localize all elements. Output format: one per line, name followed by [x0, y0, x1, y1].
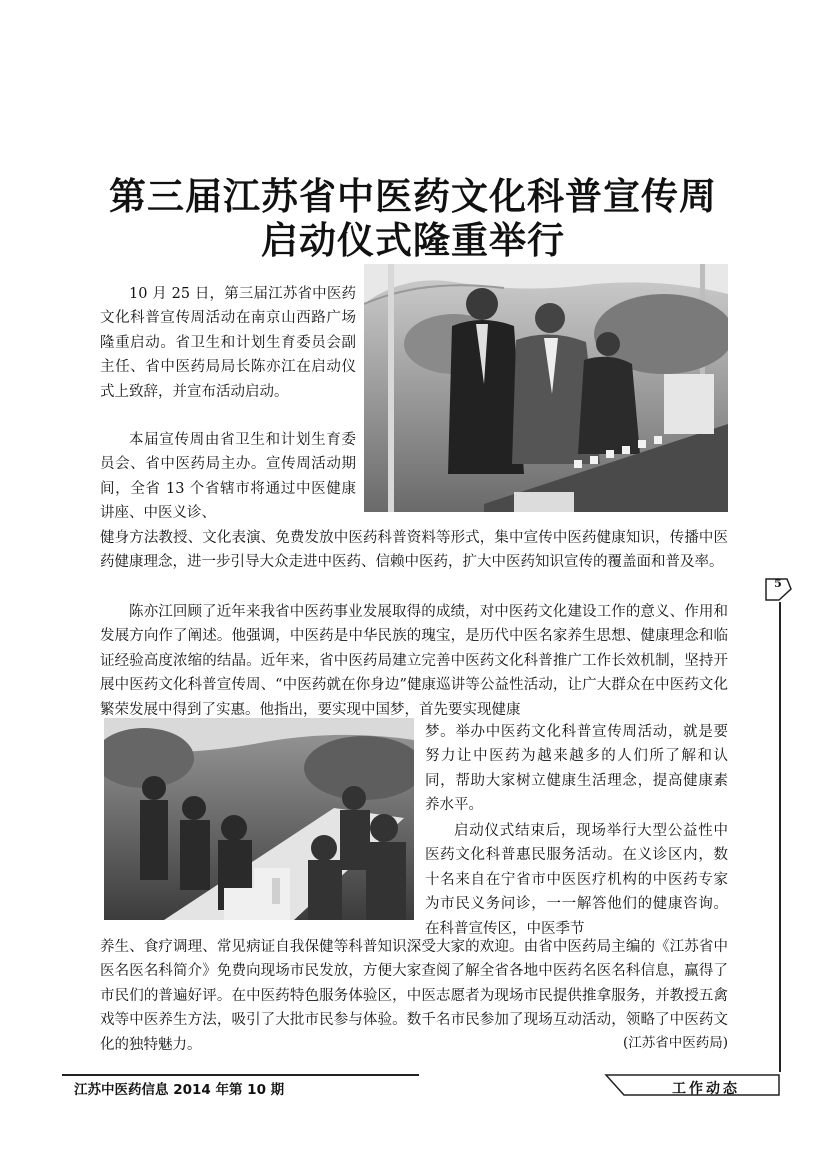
article-attribution: (江苏省中医药局) [622, 1035, 728, 1051]
paragraph-organizers-cont: 健身方法教授、文化表演、免费发放中医药科普资料等形式，集中宣传中医药健康知识，传播中医药健康理念，进一步引导大众走进中医药、信赖中医药，扩大中医药知识宣传的覆盖面和普及率。 [100, 530, 728, 571]
footer-journal-issue: 江苏中医药信息 2014 年第 10 期 [74, 1082, 285, 1098]
paragraph-speech: 陈亦江回顾了近年来我省中医药事业发展取得的成绩，对中医药文化建设工作的意义、作用和发展方向作了阐述。他强调，中医药是中华民族的瑰宝，是历代中医名家养生思想、健康理念和临证经验高度浓缩的结晶。近年来，省中医药局建立完善中医药文化科普推广工作长效机制，坚持开展中医药文化科普宣传周、“中医药就在你身边”健康巡讲等公益性活动，让广大群众在中医药文化繁荣发展中得到了实惠。他指出，要实现中国梦，首先要实现健康 [100, 604, 728, 718]
article-title-line2: 启动仪式隆重举行 [261, 219, 565, 262]
paragraph-organizers: 本届宣传周由省卫生和计划生育委员会、省中医药局主办。宣传周活动期间，全省 13 个省辖市将通过中医健康讲座、中医义诊、 [100, 432, 356, 522]
paragraph-speech-cont: 梦。举办中医药文化科普宣传周活动，就是要努力让中医药为越来越多的人们所了解和认同，帮助大家树立健康生活理念，提高健康素养水平。 [425, 724, 728, 814]
page-number: 5 [774, 577, 782, 590]
paragraph-activities: 启动仪式结束后，现场举行大型公益性中医药文化科普惠民服务活动。在义诊区内，数十名来自在宁省市中医医疗机构的中医药专家为市民义务问诊，一一解答他们的健康咨询。在科普宣传区，中医季节 [425, 823, 728, 937]
footer-rule [62, 1074, 419, 1076]
photo-free-clinic-consultation [104, 718, 414, 920]
paragraph-intro: 10 月 25 日，第三届江苏省中医药文化科普宣传周活动在南京山西路广场隆重启动。省卫生和计划生育委员会副主任、省中医药局局长陈亦江在启动仪式上致辞，并宣布活动启动。 [100, 286, 356, 400]
paragraph-activities-cont: 养生、食疗调理、常见病证自我保健等科普知识深受大家的欢迎。由省中医药局主编的《江苏省中医名医名科简介》免费向现场市民发放，方便大家查阅了解全省各地中医药名医名科信息，赢得了市民们的普遍好评。在中医药特色服务体验区，中医志愿者为现场市民提供推拿服务，并教授五禽戏等中医养生方法，吸引了大批市民参与体验。数千名市民参加了现场互动活动，领略了中医药文化的独特魅力。 [100, 939, 728, 1053]
article-title-line1: 第三届江苏省中医药文化科普宣传周 [109, 175, 717, 218]
photo-officials-at-display [364, 264, 728, 512]
footer-section-label: 工作动态 [672, 1081, 740, 1097]
right-margin-rule [779, 602, 781, 1072]
